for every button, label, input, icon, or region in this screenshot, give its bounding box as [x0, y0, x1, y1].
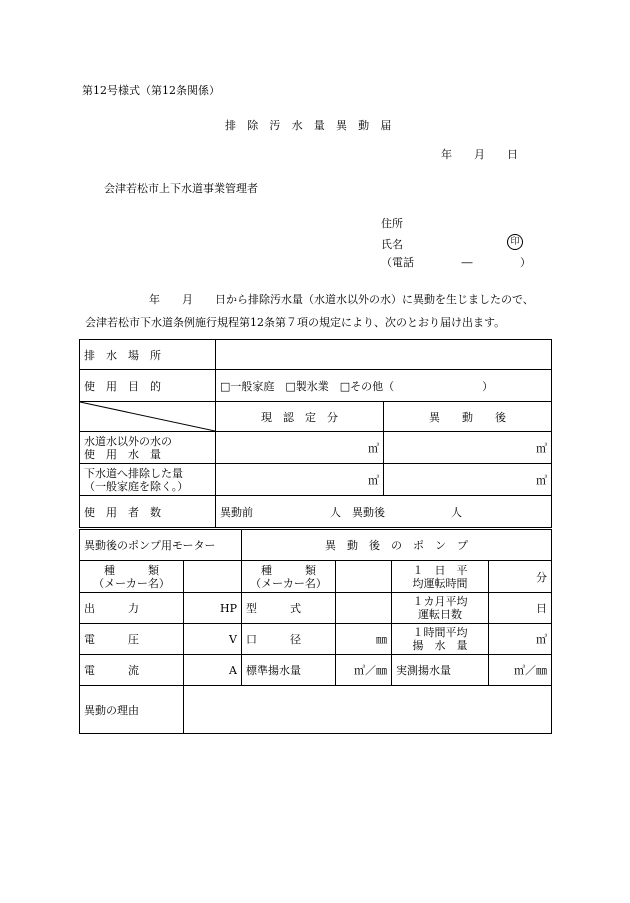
output-field[interactable]: HP — [184, 593, 242, 624]
hourly-volume-label — [392, 624, 489, 655]
col-after-header: 異 動 後 — [384, 402, 552, 432]
row-drain-line1: 下水道へ排除した量 — [84, 466, 183, 480]
pump-kind-label — [242, 561, 336, 593]
row-water-line2: 使 用 水 量 — [84, 447, 161, 461]
drain-current-field[interactable]: ㎥ — [216, 464, 384, 496]
drain-location-field[interactable] — [216, 340, 552, 370]
daily-hours-line1: １ 日 平 — [412, 563, 468, 577]
hourly-volume-line1: １時間平均 — [412, 626, 468, 639]
motor-header: 異動後のポンプ用モーター — [80, 530, 242, 561]
motor-kind-line2: （メーカー名） — [93, 576, 170, 590]
col-current-header: 現 認 定 分 — [216, 402, 384, 432]
users-before: 異動前 人 — [220, 505, 341, 519]
row-water-label — [80, 432, 216, 464]
users-after: 異動後 人 — [352, 505, 462, 519]
daily-hours-field[interactable]: 分 — [489, 561, 552, 593]
daily-hours-line2: 均運転時間 — [412, 576, 468, 590]
bore-field[interactable]: ㎜ — [336, 624, 392, 655]
purpose-options[interactable]: □一般家庭 □製氷業 □その他（ ） — [216, 370, 552, 402]
reason-field[interactable] — [184, 686, 552, 734]
hourly-volume-line2: 揚 水 量 — [412, 639, 468, 652]
measured-pump-field[interactable]: ㎥／㎜ — [489, 655, 552, 686]
current-label: 電 流 — [80, 655, 184, 686]
current-field[interactable]: A — [184, 655, 242, 686]
std-pump-label: 標準揚水量 — [242, 655, 336, 686]
pump-header: 異 動 後 の ポ ン プ — [242, 530, 552, 561]
users-field[interactable] — [216, 496, 552, 528]
output-label: 出 力 — [80, 593, 184, 624]
name-label: 氏名 — [381, 238, 403, 251]
pump-kind-line2: （メーカー名） — [250, 576, 327, 590]
monthly-days-field[interactable]: 日 — [489, 593, 552, 624]
seal-icon: 印 — [507, 234, 523, 250]
model-label: 型 式 — [242, 593, 336, 624]
body-line-2: 会津若松市下水道条例施行規程第12条第７項の規定により、次のとおり届け出ます。 — [85, 316, 506, 329]
monthly-days-line2: 運転日数 — [418, 608, 462, 621]
date-line: 年 月 日 — [441, 148, 518, 161]
motor-kind-field[interactable] — [184, 561, 242, 593]
pump-kind-field[interactable] — [336, 561, 392, 593]
motor-kind-label — [80, 561, 184, 593]
form-title: 排 除 汚 水 量 異 動 届 — [225, 119, 396, 132]
water-after-field[interactable]: ㎥ — [384, 432, 552, 464]
purpose-label: 使 用 目 的 — [80, 370, 216, 402]
reason-label: 異動の理由 — [80, 686, 184, 734]
voltage-label: 電 圧 — [80, 624, 184, 655]
pump-table — [79, 529, 552, 734]
daily-hours-label — [392, 561, 489, 593]
address-label: 住所 — [381, 217, 403, 230]
row-drain-label — [80, 464, 216, 496]
motor-kind-line1: 種 類 — [104, 563, 159, 577]
phone-field: （電話 ― ） — [381, 256, 531, 269]
drain-after-field[interactable]: ㎥ — [384, 464, 552, 496]
hourly-volume-field[interactable]: ㎥ — [489, 624, 552, 655]
pump-kind-line1: 種 類 — [261, 563, 316, 577]
drain-location-label: 排 水 場 所 — [80, 340, 216, 370]
model-field[interactable] — [336, 593, 392, 624]
diagonal-header-cell — [80, 402, 216, 432]
users-label: 使 用 者 数 — [80, 496, 216, 528]
bore-label: 口 径 — [242, 624, 336, 655]
std-pump-field[interactable]: ㎥／㎜ — [336, 655, 392, 686]
body-line-1: 年 月 日から排除汚水量（水道水以外の水）に異動を生じましたので、 — [149, 293, 534, 306]
monthly-days-label — [392, 593, 489, 624]
change-table — [79, 339, 552, 528]
row-water-line1: 水道水以外の水の — [84, 434, 172, 448]
measured-pump-label: 実測揚水量 — [392, 655, 489, 686]
monthly-days-line1: １カ月平均 — [412, 595, 468, 608]
voltage-field[interactable]: V — [184, 624, 242, 655]
row-drain-line2: （一般家庭を除く。） — [84, 479, 189, 493]
form-number: 第12号様式（第12条関係） — [82, 84, 220, 97]
addressee: 会津若松市上下水道事業管理者 — [104, 182, 258, 195]
water-current-field[interactable]: ㎥ — [216, 432, 384, 464]
